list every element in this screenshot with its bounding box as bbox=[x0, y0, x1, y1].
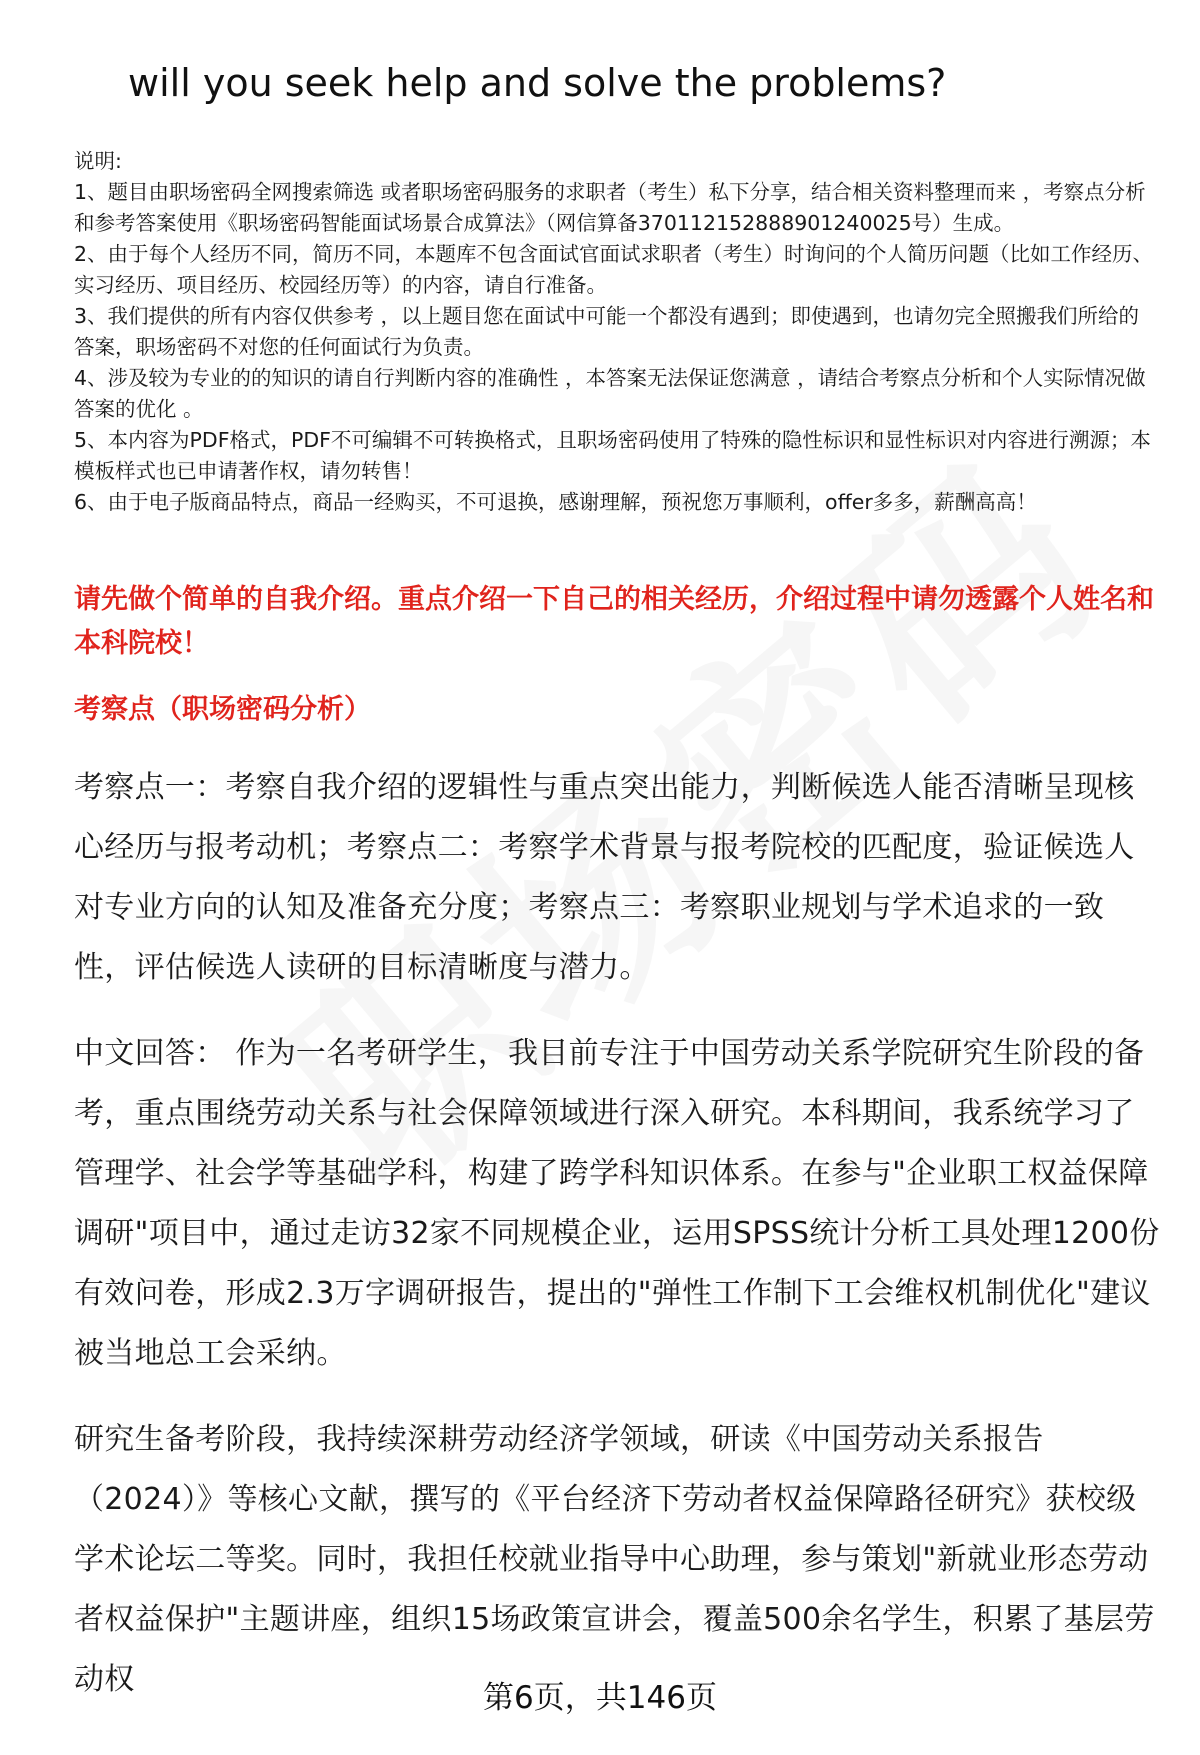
study-paragraph: 研究生备考阶段，我持续深耕劳动经济学领域，研读《中国劳动关系报告（2024）》等核心文献，撰写的《平台经济下劳动者权益保障路径研究》获校级学术论坛二等奖。同时，我担任校就业指导中心助理，参与策划"新就业形态劳动者权益保护"主题讲座，组织15场政策宣讲会，覆盖500余名学生，积累了基层劳动权 bbox=[74, 1422, 1155, 1697]
notes-section bbox=[74, 146, 1154, 518]
notes-title: 说明: bbox=[74, 149, 122, 173]
note-item: 6、由于电子版商品特点，商品一经购买，不可退换，感谢理解，预祝您万事顺利，offer多多，薪酬高高！ bbox=[74, 490, 1037, 514]
interview-question: 请先做个简单的自我介绍。重点介绍一下自己的相关经历，介绍过程中请勿透露个人姓名和本科院校！ bbox=[74, 584, 1154, 659]
assessment-points-paragraph: 考察点一：考察自我介绍的逻辑性与重点突出能力，判断候选人能否清晰呈现核心经历与报考动机；考察点二：考察学术背景与报考院校的匹配度，验证候选人对专业方向的认知及准备充分度；考察点三：考察职业规划与学术追求的一致性，评估候选人读研的目标清晰度与潜力。 bbox=[74, 770, 1135, 985]
answer-paragraph: 中文回答： 作为一名考研学生，我目前专注于中国劳动关系学院研究生阶段的备考，重点围绕劳动关系与社会保障领域进行深入研究。本科期间，我系统学习了管理学、社会学等基础学科，构建了跨学科知识体系。在参与"企业职工权益保障调研"项目中，通过走访32家不同规模企业，运用SPSS统计分析工具处理1200份有效问卷，形成2.3万字调研报告，提出的"弹性工作制下工会维权机制优化"建议被当地总工会采纳。 bbox=[74, 1036, 1160, 1371]
note-item: 3、我们提供的所有内容仅供参考 ，以上题目您在面试中可能一个都没有遇到；即使遇到，也请勿完全照搬我们所给的答案，职场密码不对您的任何面试行为负责。 bbox=[74, 304, 1140, 359]
headline: will you seek help and solve the problems? bbox=[128, 61, 947, 105]
section-title: 考察点（职场密码分析） bbox=[74, 694, 371, 725]
note-item: 1、题目由职场密码全网搜索筛选 或者职场密码服务的求职者（考生）私下分享，结合相关资料整理而来 ，考察点分析和参考答案使用《职场密码智能面试场景合成算法》（网信算备370112152888901240025号）生成。 bbox=[74, 180, 1146, 235]
page-number: 第6页，共146页 bbox=[483, 1680, 717, 1716]
note-item: 2、由于每个人经历不同，简历不同，本题库不包含面试官面试求职者（考生）时询问的个人简历问题（比如工作经历、实习经历、项目经历、校园经历等）的内容，请自行准备。 bbox=[74, 242, 1154, 297]
note-item: 5、本内容为PDF格式，PDF不可编辑不可转换格式，且职场密码使用了特殊的隐性标识和显性标识对内容进行溯源；本模板样式也已申请著作权，请勿转售！ bbox=[74, 428, 1151, 483]
note-item: 4、涉及较为专业的的知识的请自行判断内容的准确性 ，本答案无法保证您满意 ，请结合考察点分析和个人实际情况做答案的优化 。 bbox=[74, 366, 1146, 421]
